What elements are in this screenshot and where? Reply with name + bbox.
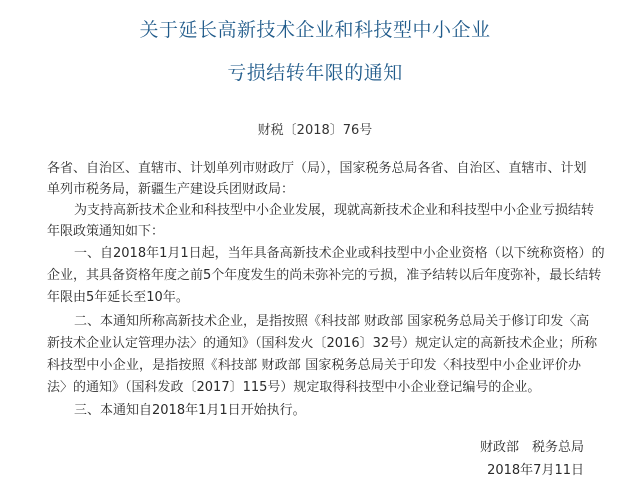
item-1-line-2: 企业，其具备资格年度之前5个年度发生的尚未弥补完的亏损，准予结转以后年度弥补，最长结转 xyxy=(47,268,602,283)
document-title-line-2: 亏损结转年限的通知 xyxy=(227,62,403,84)
item-1-line-1: 一、自2018年1月1日起，当年具备高新技术企业或科技型中小企业资格（以下统称资格）的 xyxy=(74,246,605,261)
issuer-signature: 财政部 税务总局 xyxy=(479,440,584,455)
item-2-line-4: 法〉的通知》（国科发政〔2017〕115号）规定取得科技型中小企业登记编号的企业。 xyxy=(47,380,541,395)
item-2-line-3: 科技型中小企业，是指按照《科技部 财政部 国家税务总局关于印发〈科技型中小企业评价办 xyxy=(47,358,581,373)
item-1-line-3: 年限由5年延长至10年。 xyxy=(47,290,189,305)
document-number: 财税〔2018〕76号 xyxy=(257,123,373,138)
intro-line-2: 年限政策通知如下： xyxy=(47,224,165,239)
document-title-line-1: 关于延长高新技术企业和科技型中小企业 xyxy=(139,19,491,41)
item-2-line-1: 二、本通知所称高新技术企业，是指按照《科技部 财政部 国家税务总局关于修订印发〈高 xyxy=(74,314,590,329)
recipients-line-1: 各省、自治区、直辖市、计划单列市财政厅（局），国家税务总局各省、自治区、直辖市、计划 xyxy=(47,161,587,176)
recipients-line-2: 单列市税务局，新疆生产建设兵团财政局： xyxy=(47,182,295,197)
intro-line-1: 为支持高新技术企业和科技型中小企业发展，现就高新技术企业和科技型中小企业亏损结转 xyxy=(74,203,595,218)
issue-date: 2018年7月11日 xyxy=(487,463,584,478)
item-3-line-1: 三、本通知自2018年1月1日开始执行。 xyxy=(74,403,306,418)
item-2-line-2: 新技术企业认定管理办法〉的通知》（国科发火〔2016〕32号）规定认定的高新技术企业；所称 xyxy=(47,336,598,351)
